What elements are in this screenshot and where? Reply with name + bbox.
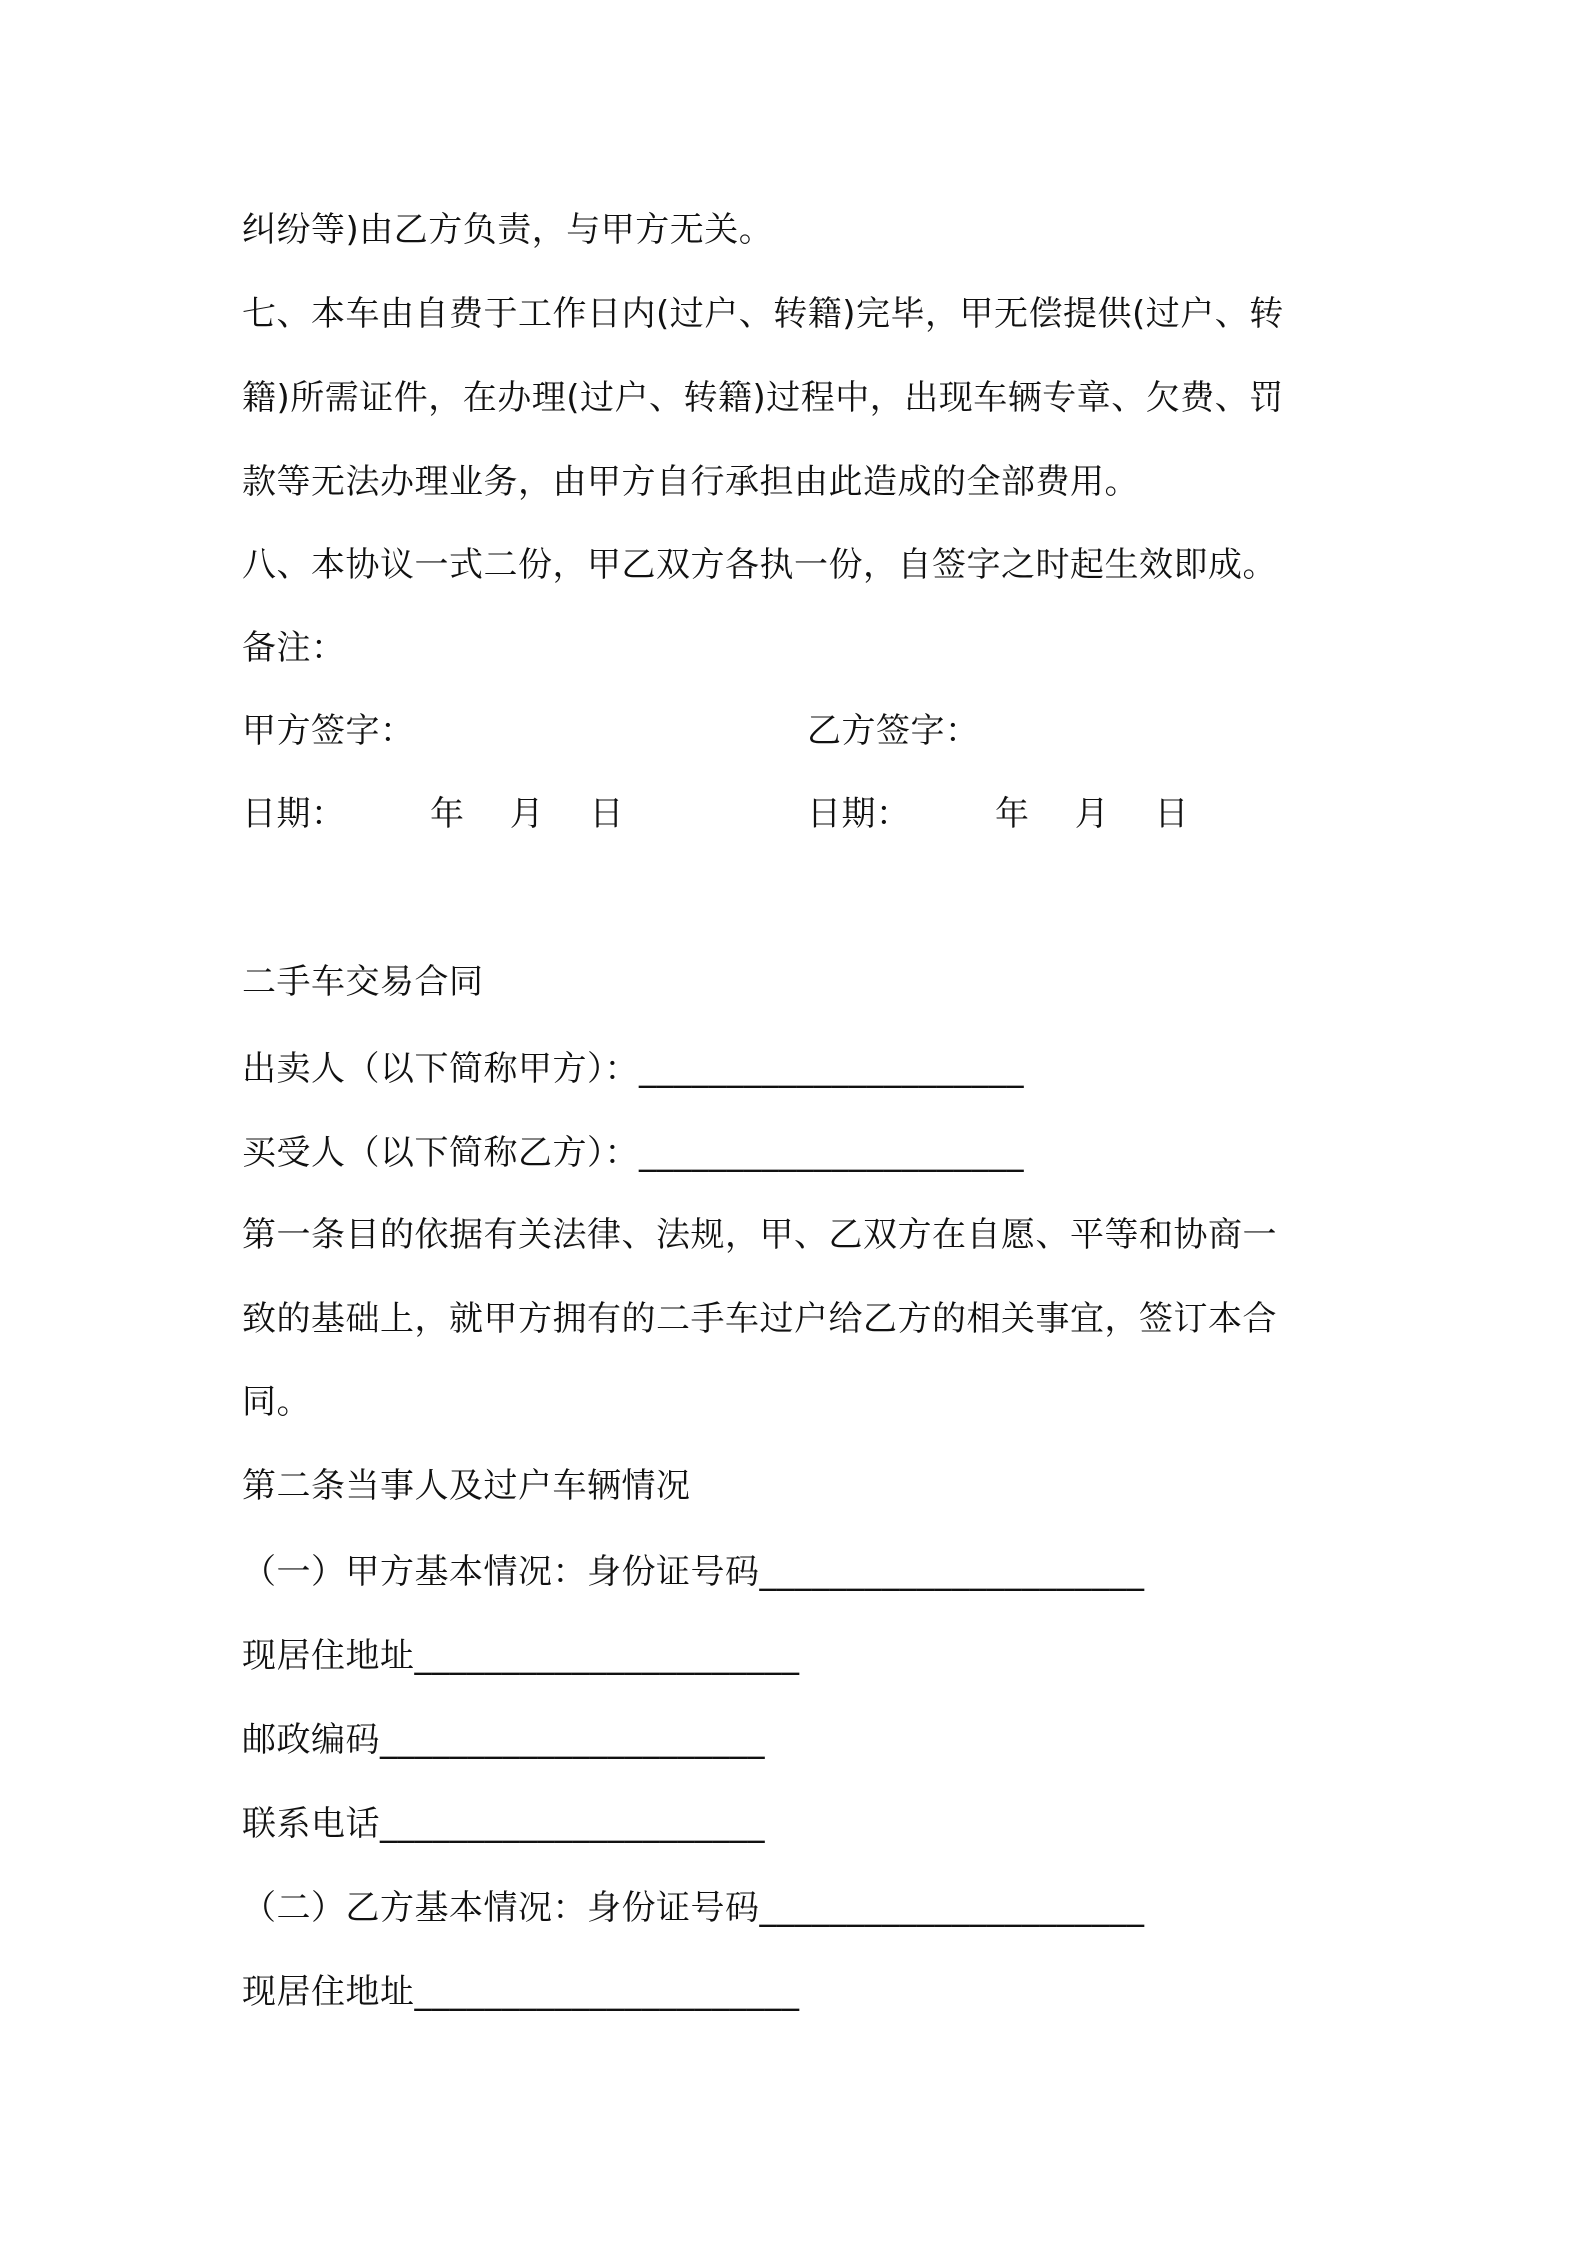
party-b-address-line: 现居住地址______________________ (242, 1972, 800, 2012)
party-a-date-ymd: 年 月 日 (430, 794, 624, 834)
party-b-signature-label: 乙方签字： (807, 711, 980, 751)
text-line: 籍)所需证件，在办理(过户、转籍)过程中，出现车辆专章、欠费、罚 (242, 378, 1284, 418)
text-line: 八、本协议一式二份，甲乙双方各执一份，自签字之时起生效即成。 (242, 545, 1277, 585)
text-line: 第一条目的依据有关法律、法规，甲、乙双方在自愿、平等和协商一 (242, 1215, 1277, 1255)
party-a-signature-label: 甲方签字： (242, 711, 415, 751)
text-line: 致的基础上，就甲方拥有的二手车过户给乙方的相关事宜，签订本合 (242, 1299, 1277, 1339)
buyer-line: 买受人（以下简称乙方）：______________________ (242, 1133, 1024, 1173)
text-line: 纠纷等)由乙方负责，与甲方无关。 (242, 210, 774, 250)
date-row (242, 792, 1189, 836)
remarks-label: 备注： (242, 628, 346, 668)
party-a-phone-line: 联系电话______________________ (242, 1804, 765, 1844)
text-line: 同。 (242, 1382, 311, 1422)
signature-row (242, 709, 980, 753)
party-b-date-label: 日期： (807, 794, 911, 834)
party-a-info-line: （一）甲方基本情况：身份证号码______________________ (242, 1552, 1145, 1592)
text-line: 款等无法办理业务，由甲方自行承担由此造成的全部费用。 (242, 462, 1139, 502)
party-b-info-line: （二）乙方基本情况：身份证号码______________________ (242, 1888, 1145, 1928)
article-heading: 第二条当事人及过户车辆情况 (242, 1466, 691, 1506)
party-b-date-ymd: 年 月 日 (995, 794, 1189, 834)
contract-title: 二手车交易合同 (242, 962, 484, 1002)
party-a-address-line: 现居住地址______________________ (242, 1636, 800, 1676)
seller-line: 出卖人（以下简称甲方）：______________________ (242, 1049, 1024, 1089)
party-a-date-label: 日期： (242, 794, 346, 834)
text-line: 七、本车由自费于工作日内(过户、转籍)完毕，甲无偿提供(过户、转 (242, 294, 1284, 334)
party-a-zip-line: 邮政编码______________________ (242, 1720, 765, 1760)
